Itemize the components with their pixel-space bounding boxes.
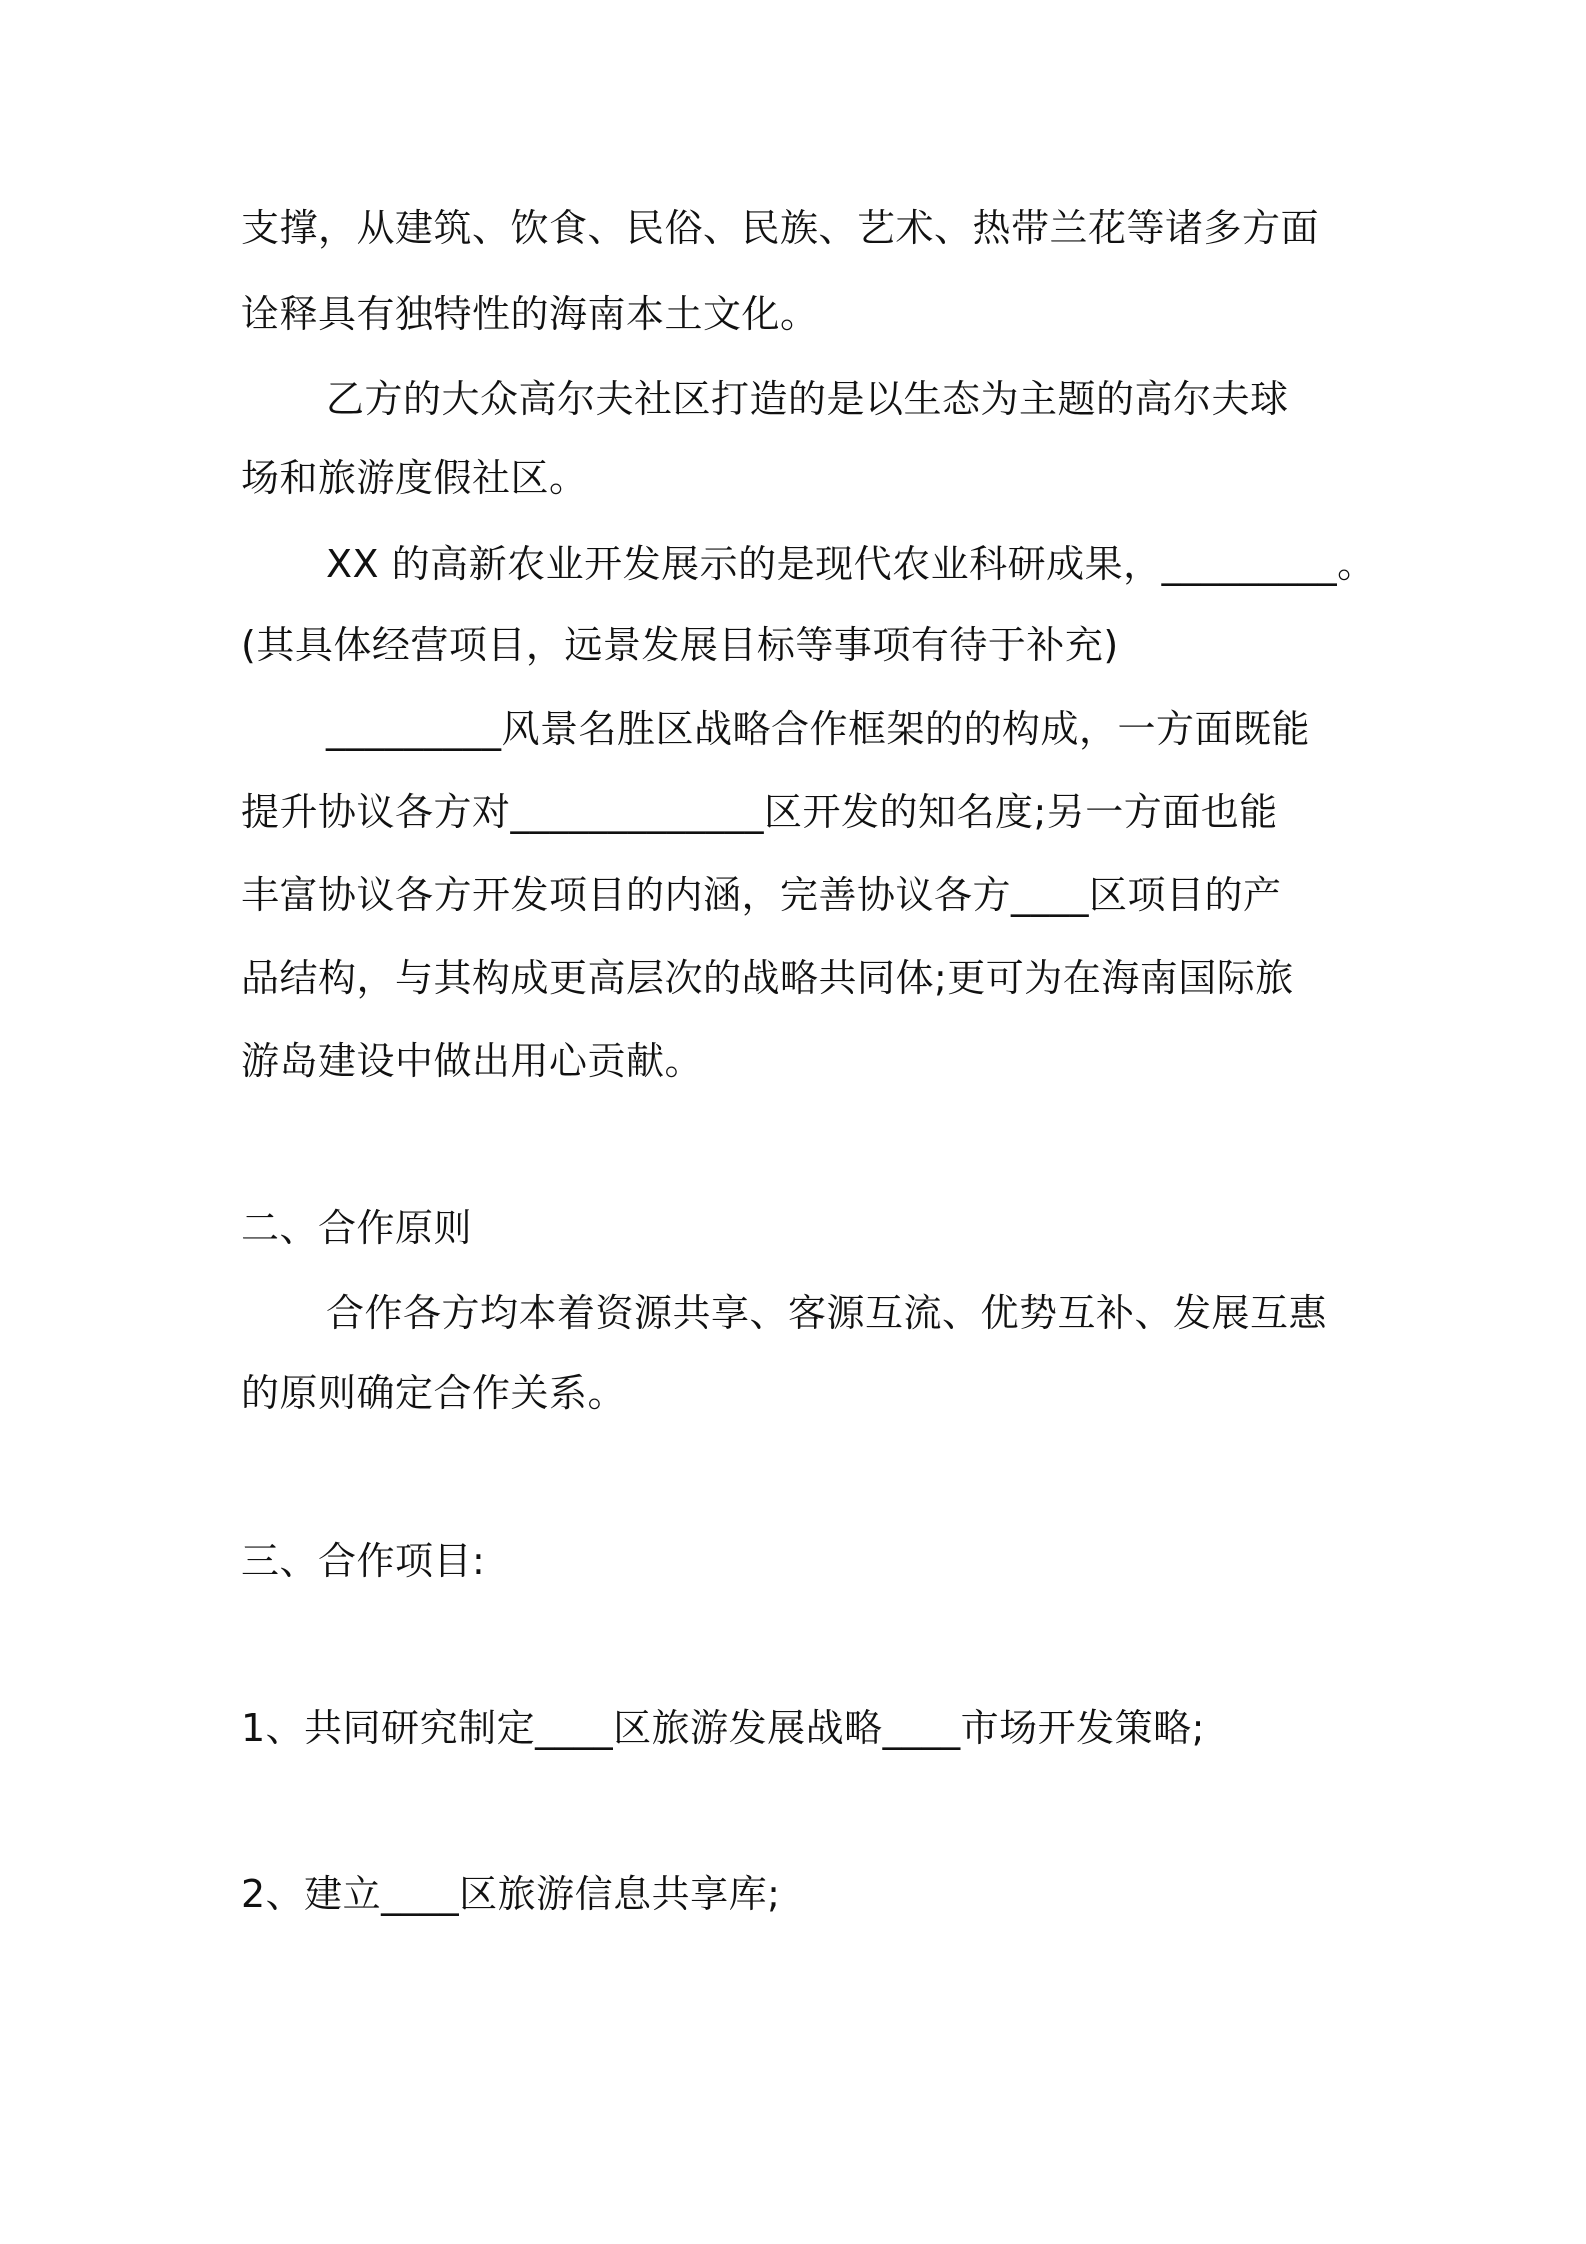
- section-heading: 二、合作原则: [241, 1206, 473, 1250]
- paragraph-line: (其具体经营项目，远景发展目标等事项有待于补充): [241, 623, 1119, 667]
- paragraph-line: 支撑，从建筑、饮食、民俗、民族、艺术、热带兰花等诸多方面: [241, 206, 1320, 250]
- paragraph-line: 丰富协议各方开发项目的内涵，完善协议各方____区项目的产: [241, 873, 1282, 917]
- paragraph-line: 诠释具有独特性的海南本土文化。: [241, 292, 819, 336]
- paragraph-line: 品结构，与其构成更高层次的战略共同体;更可为在海南国际旅: [241, 956, 1294, 1000]
- list-item: 1、共同研究制定____区旅游发展战略____市场开发策略;: [241, 1706, 1205, 1750]
- paragraph-line: 乙方的大众高尔夫社区打造的是以生态为主题的高尔夫球: [326, 377, 1289, 421]
- paragraph-line: 提升协议各方对_____________区开发的知名度;另一方面也能: [241, 790, 1278, 834]
- list-item: 2、建立____区旅游信息共享库;: [241, 1872, 781, 1916]
- paragraph-line: 的原则确定合作关系。: [241, 1371, 627, 1415]
- paragraph-line: XX 的高新农业开发展示的是现代农业科研成果，_________。: [326, 542, 1376, 586]
- paragraph-line: 游岛建设中做出用心贡献。: [241, 1039, 704, 1083]
- paragraph-line: 场和旅游度假社区。: [241, 456, 588, 500]
- section-heading: 三、合作项目:: [241, 1539, 486, 1583]
- paragraph-line: 合作各方均本着资源共享、客源互流、优势互补、发展互惠: [326, 1291, 1328, 1335]
- paragraph-line: _________风景名胜区战略合作框架的的构成，一方面既能: [326, 707, 1311, 751]
